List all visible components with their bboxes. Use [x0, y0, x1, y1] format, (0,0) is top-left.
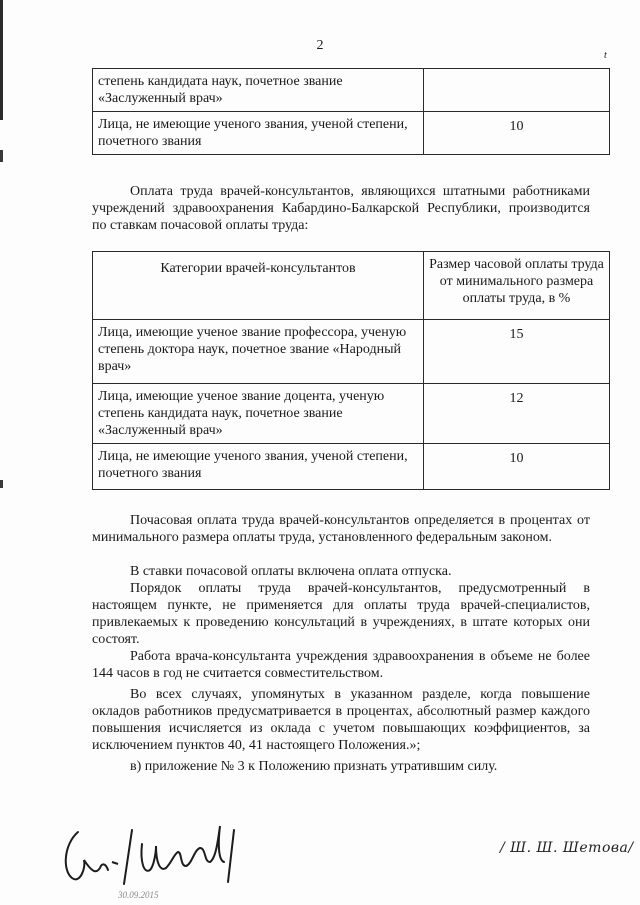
paragraph: Порядок оплаты труда врачей-консультантов, предусмотренный в настоящем пункте, не применяется для оплаты труда врачей-специалистов, привлекаемых к проведению консультаций в учреждениях, в штате которых они состоят. — [92, 581, 590, 647]
table-row — [93, 320, 610, 384]
category-cell: степень кандидата наук, почетное звание «Заслуженный врач» — [93, 69, 424, 112]
header-category: Категории врачей-консультантов — [93, 252, 424, 320]
table-row — [93, 69, 610, 112]
signature-date: 30.09.2015 — [118, 890, 159, 900]
rate-cell: 10 — [424, 112, 610, 155]
corner-mark: t — [604, 50, 607, 61]
header-rate: Размер часовой оплаты труда от минимального размера оплаты труда, в % — [424, 252, 610, 320]
scan-left-mark — [0, 150, 3, 162]
table-row — [93, 384, 610, 444]
paragraph: В ставки почасовой оплаты включена оплата отпуска. — [130, 564, 452, 579]
table-continuation — [92, 68, 610, 155]
table-consultant-rates — [92, 251, 610, 490]
page-number: 2 — [316, 38, 324, 53]
paragraph: Почасовая оплата труда врачей-консультантов определяется в процентах от минимального размера оплаты труда, установленного федеральным законом. — [92, 513, 590, 545]
rate-cell — [424, 69, 610, 112]
paragraph: Во всех случаях, упомянутых в указанном разделе, когда повышение окладов работников предусматривается в процентах, абсолютный размер каждого повышения исчисляется из оклада с учетом повышающих коэффициентов, за исключением пунктов 40, 41 настоящего Положения.»; — [92, 687, 590, 753]
table-row — [93, 112, 610, 155]
table-header-row — [93, 252, 610, 320]
rate-cell: 15 — [424, 320, 610, 384]
rate-cell: 12 — [424, 384, 610, 444]
category-cell: Лица, имеющие ученое звание профессора, ученую степень доктора наук, почетное звание «Народный врач» — [93, 320, 424, 384]
category-cell: Лица, не имеющие ученого звания, ученой степени, почетного звания — [93, 112, 424, 155]
table-row — [93, 444, 610, 490]
category-cell: Лица, имеющие ученое звание доцента, ученую степень кандидата наук, почетное звание «Заслуженный врач» — [93, 384, 424, 444]
paragraph: Работа врача-консультанта учреждения здравоохранения в объеме не более 144 часов в год не считается совместительством. — [92, 649, 590, 681]
signature-right: / Ш. Ш. Шетова/ — [500, 840, 634, 856]
paragraph-intro: Оплата труда врачей-консультантов, являющихся штатными работниками учреждений здравоохранения Кабардино-Балкарской Республики, производится по ставкам почасовой оплаты труда: — [92, 184, 590, 233]
category-cell: Лица, не имеющие ученого звания, ученой степени, почетного звания — [93, 444, 424, 490]
signature-left — [58, 822, 248, 892]
rate-cell: 10 — [424, 444, 610, 490]
scan-left-edge — [0, 0, 3, 120]
scan-left-mark — [0, 480, 3, 488]
paragraph: в) приложение № 3 к Положению признать утратившим силу. — [130, 759, 498, 774]
